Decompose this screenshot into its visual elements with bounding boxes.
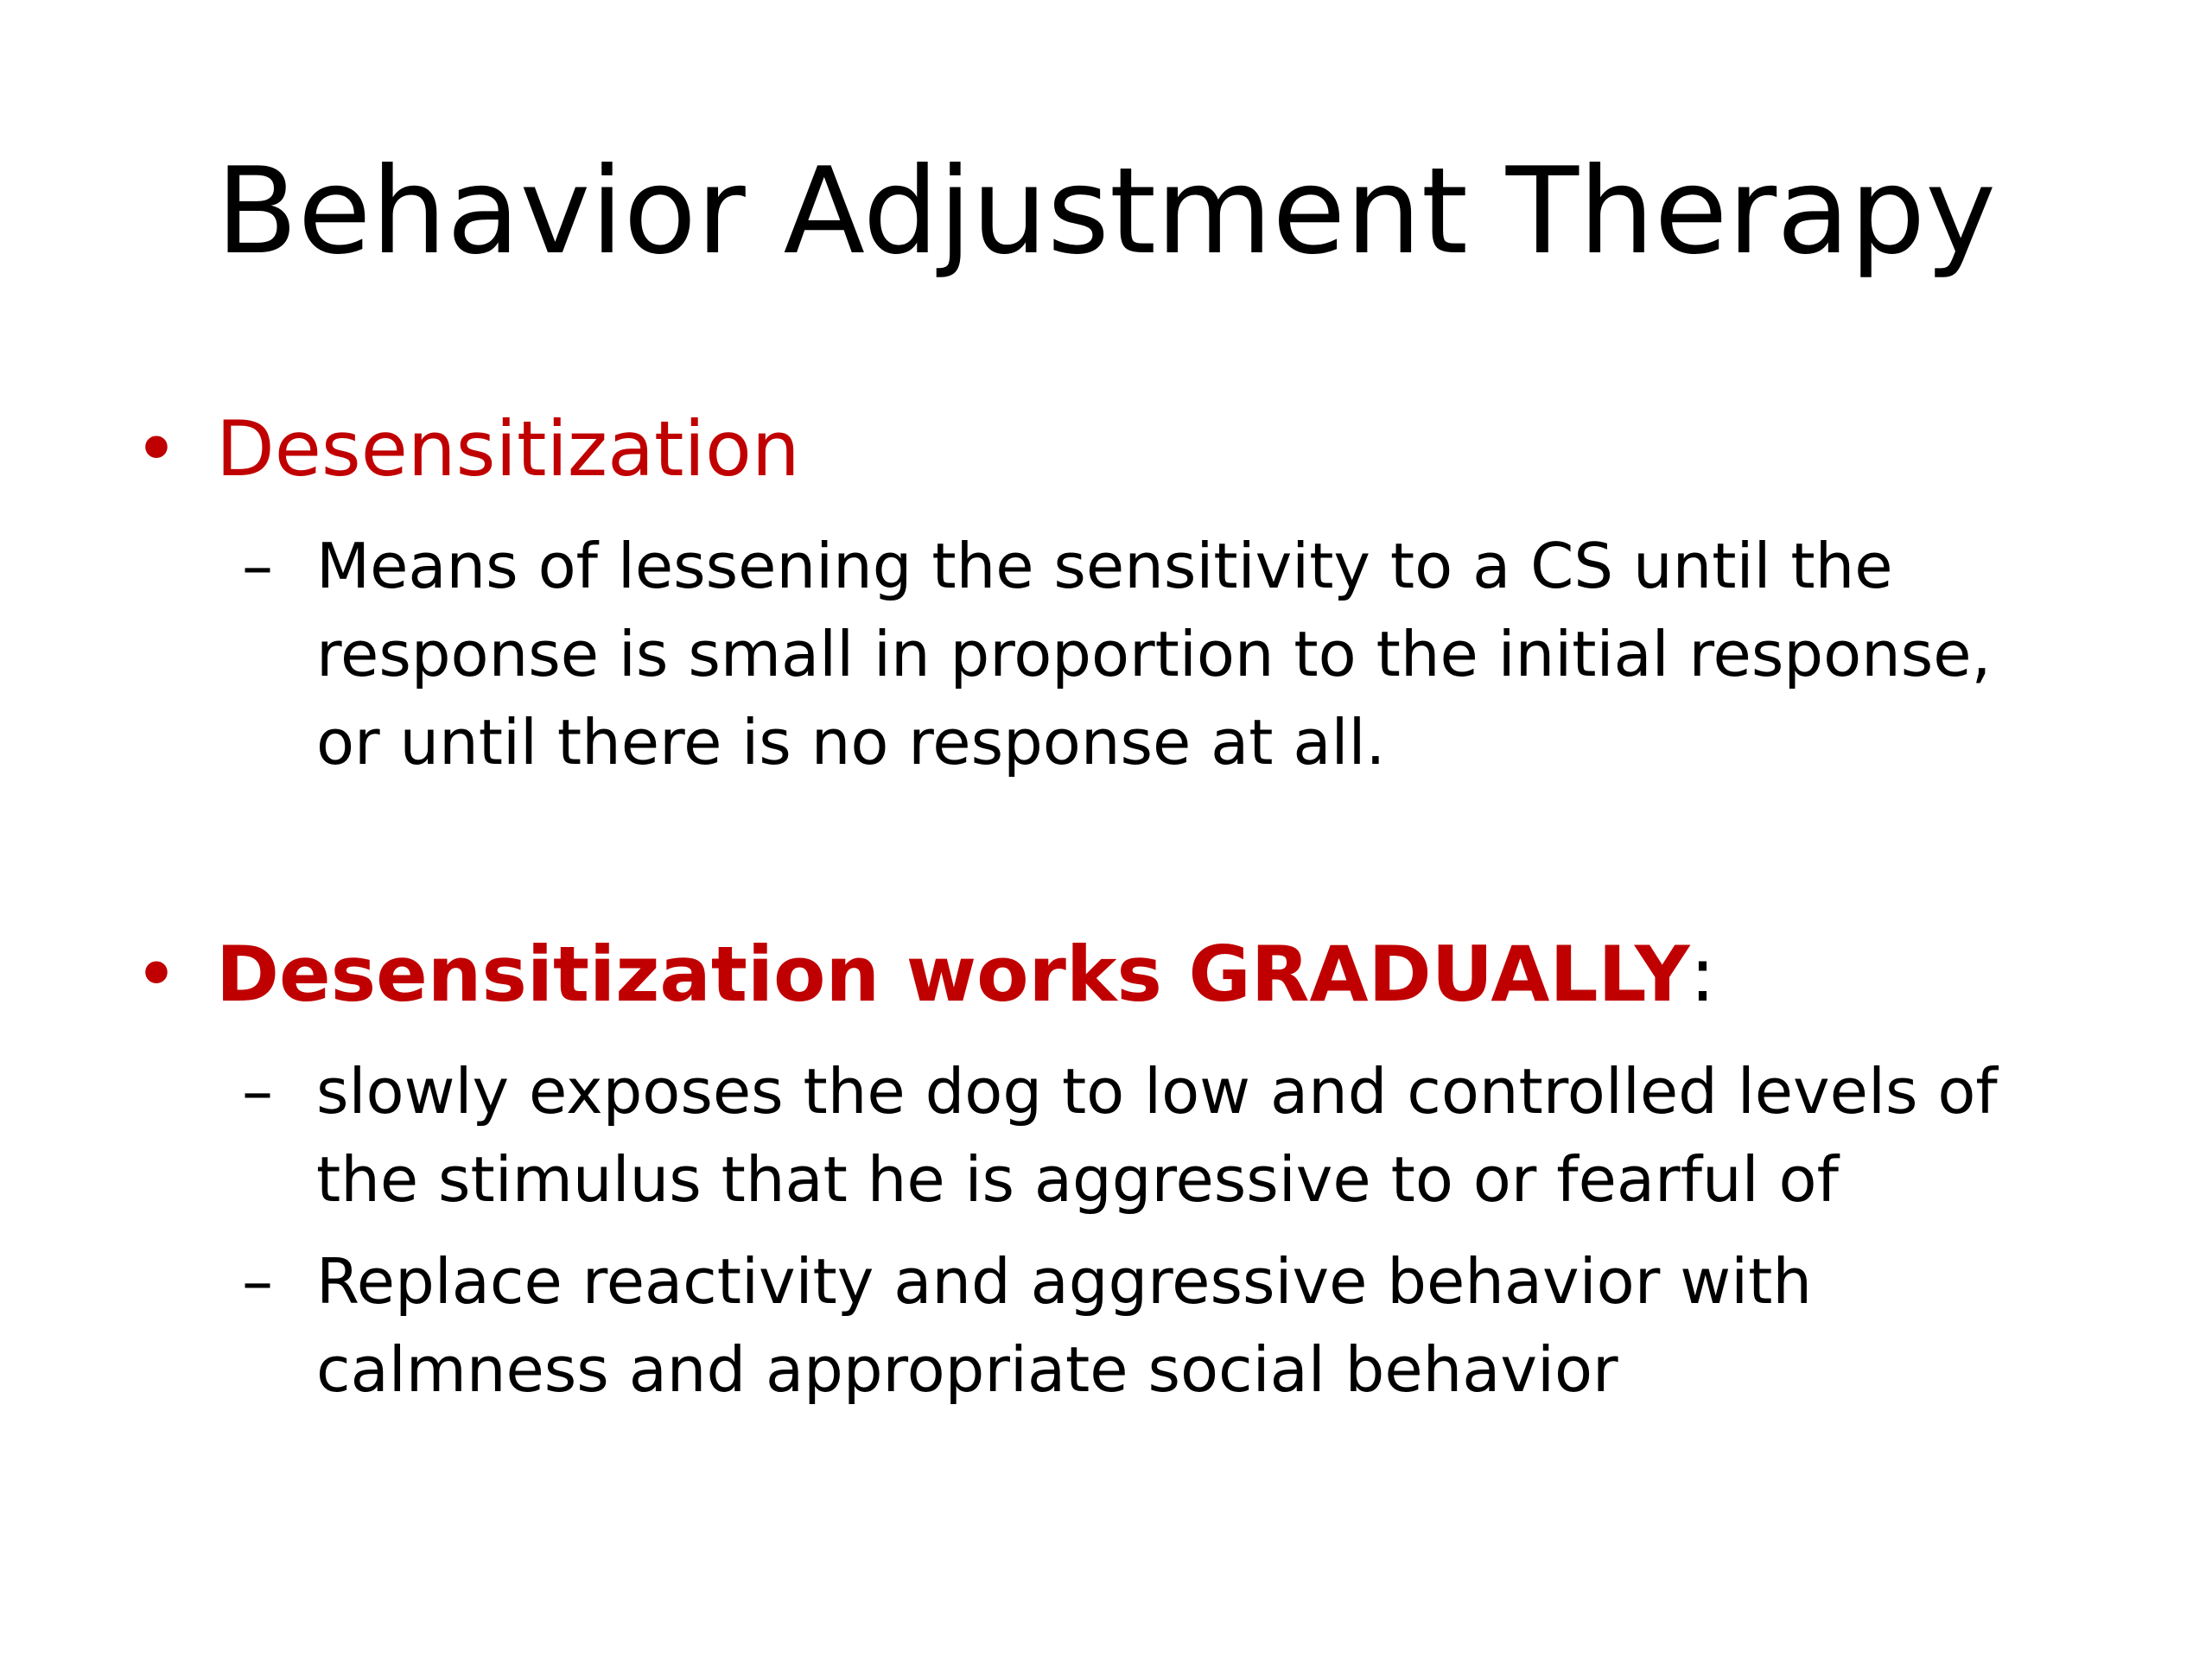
bullet-label: Desensitization	[216, 404, 800, 493]
subitem-definition	[242, 522, 2143, 790]
text-line: response is small in proportion to the initial response,	[316, 618, 1992, 690]
emphasis-text: Desensitization works GRADUALLY	[216, 930, 1690, 1019]
text-line: Means of lessening the sensitivity to a CS until the	[316, 530, 1893, 602]
subitem-exposure	[242, 1047, 2143, 1229]
text-line: calmness and appropriate social behavior	[316, 1333, 1618, 1406]
dash-marker: –	[242, 530, 273, 602]
subitem-text	[316, 522, 1991, 786]
bullet-label	[216, 930, 1715, 1020]
bullet-works-gradually	[134, 930, 2035, 1025]
slide-title: Behavior Adjustment Therapy	[215, 142, 1997, 281]
bullet-marker: •	[134, 930, 179, 1019]
subitem-text	[316, 1047, 1998, 1224]
bullet-marker: •	[134, 404, 179, 493]
dash-marker: –	[242, 1245, 273, 1318]
text-line: the stimulus that he is aggressive to or fearful of	[316, 1143, 1839, 1216]
label-suffix: :	[1689, 930, 1716, 1019]
subitem-replace	[242, 1237, 2143, 1419]
bullet-desensitization	[134, 404, 2035, 499]
dash-marker: –	[242, 1055, 273, 1128]
text-line: slowly exposes the dog to low and controlled levels of	[316, 1055, 1998, 1128]
text-line: Replace reactivity and aggressive behavior with	[316, 1245, 1812, 1318]
text-line: or until there is no response at all.	[316, 706, 1386, 779]
subitem-text	[316, 1237, 1812, 1414]
